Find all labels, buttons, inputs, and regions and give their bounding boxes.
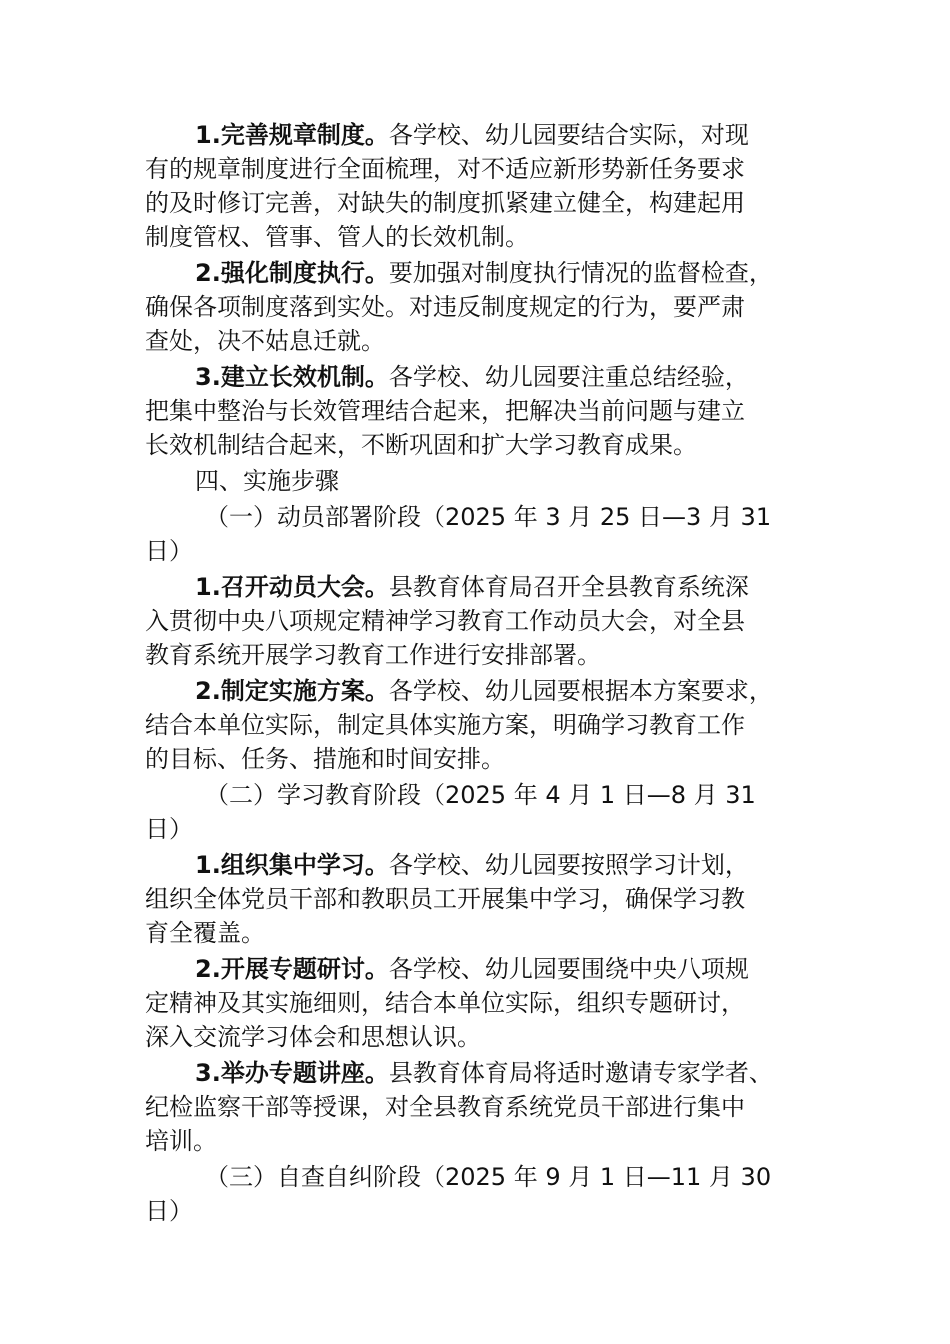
bold-lead: 1.组织集中学习。 <box>195 851 389 879</box>
paragraph-enforce-rules <box>145 256 835 358</box>
text-line: 深入交流学习体会和思想认识。 <box>145 1023 481 1051</box>
text-line: 确保各项制度落到实处。对违反制度规定的行为，要严肃 <box>145 293 745 321</box>
text-line: 各学校、幼儿园要注重总结经验， <box>388 363 749 391</box>
stage-heading-mobilization <box>145 500 835 568</box>
text-line: 查处，决不姑息迁就。 <box>145 327 385 355</box>
bold-lead: 2.开展专题研讨。 <box>195 955 389 983</box>
section-heading <box>145 464 835 498</box>
text-line: 制度管权、管事、管人的长效机制。 <box>145 223 529 251</box>
bold-lead: 3.举办专题讲座。 <box>195 1059 389 1087</box>
paragraph-implementation-plan <box>145 674 835 776</box>
stage-title: （三）自查自纠阶段（2025 年 9 月 1 日—11 月 30 <box>205 1163 772 1191</box>
bold-lead: 2.制定实施方案。 <box>195 677 389 705</box>
text-line: 县教育体育局将适时邀请专家学者、 <box>388 1059 773 1087</box>
paragraph-long-term-mechanism <box>145 360 835 462</box>
text-line: 入贯彻中央八项规定精神学习教育工作动员大会，对全县 <box>145 607 745 635</box>
text-line: 结合本单位实际，制定具体实施方案，明确学习教育工作 <box>145 711 745 739</box>
text-line: 县教育体育局召开全县教育系统深 <box>388 573 749 601</box>
paragraph-improve-rules <box>145 118 835 254</box>
text-line: 育全覆盖。 <box>145 919 265 947</box>
text-line: 定精神及其实施细则，结合本单位实际，组织专题研讨， <box>145 989 745 1017</box>
text-line: 长效机制结合起来，不断巩固和扩大学习教育成果。 <box>145 431 697 459</box>
stage-title: （二）学习教育阶段（2025 年 4 月 1 日—8 月 31 <box>205 781 756 809</box>
paragraph-topic-discussion <box>145 952 835 1054</box>
stage-title-cont: 日） <box>145 1197 193 1225</box>
bold-lead: 1.召开动员大会。 <box>195 573 389 601</box>
text-line: 各学校、幼儿园要根据本方案要求， <box>388 677 773 705</box>
text-line: 的及时修订完善，对缺失的制度抓紧建立健全，构建起用 <box>145 189 745 217</box>
text-line: 教育系统开展学习教育工作进行安排部署。 <box>145 641 601 669</box>
stage-title-cont: 日） <box>145 537 193 565</box>
bold-lead: 3.建立长效机制。 <box>195 363 389 391</box>
text-line: 培训。 <box>145 1127 217 1155</box>
text-line: 各学校、幼儿园要围绕中央八项规 <box>388 955 749 983</box>
section-title: 四、实施步骤 <box>195 467 339 495</box>
text-line: 各学校、幼儿园要结合实际，对现 <box>388 121 749 149</box>
paragraph-mobilization-meeting <box>145 570 835 672</box>
text-line: 组织全体党员干部和教职员工开展集中学习，确保学习教 <box>145 885 745 913</box>
bold-lead: 2.强化制度执行。 <box>195 259 389 287</box>
text-line: 的目标、任务、措施和时间安排。 <box>145 745 505 773</box>
text-line: 要加强对制度执行情况的监督检查， <box>388 259 773 287</box>
stage-heading-self-check <box>145 1160 835 1228</box>
stage-title-cont: 日） <box>145 815 193 843</box>
stage-heading-study <box>145 778 835 846</box>
stage-title: （一）动员部署阶段（2025 年 3 月 25 日—3 月 31 <box>205 503 772 531</box>
paragraph-group-study <box>145 848 835 950</box>
text-line: 纪检监察干部等授课，对全县教育系统党员干部进行集中 <box>145 1093 745 1121</box>
bold-lead: 1.完善规章制度。 <box>195 121 389 149</box>
text-line: 有的规章制度进行全面梳理，对不适应新形势新任务要求 <box>145 155 745 183</box>
text-line: 各学校、幼儿园要按照学习计划， <box>388 851 749 879</box>
paragraph-lectures <box>145 1056 835 1158</box>
text-line: 把集中整治与长效管理结合起来，把解决当前问题与建立 <box>145 397 745 425</box>
